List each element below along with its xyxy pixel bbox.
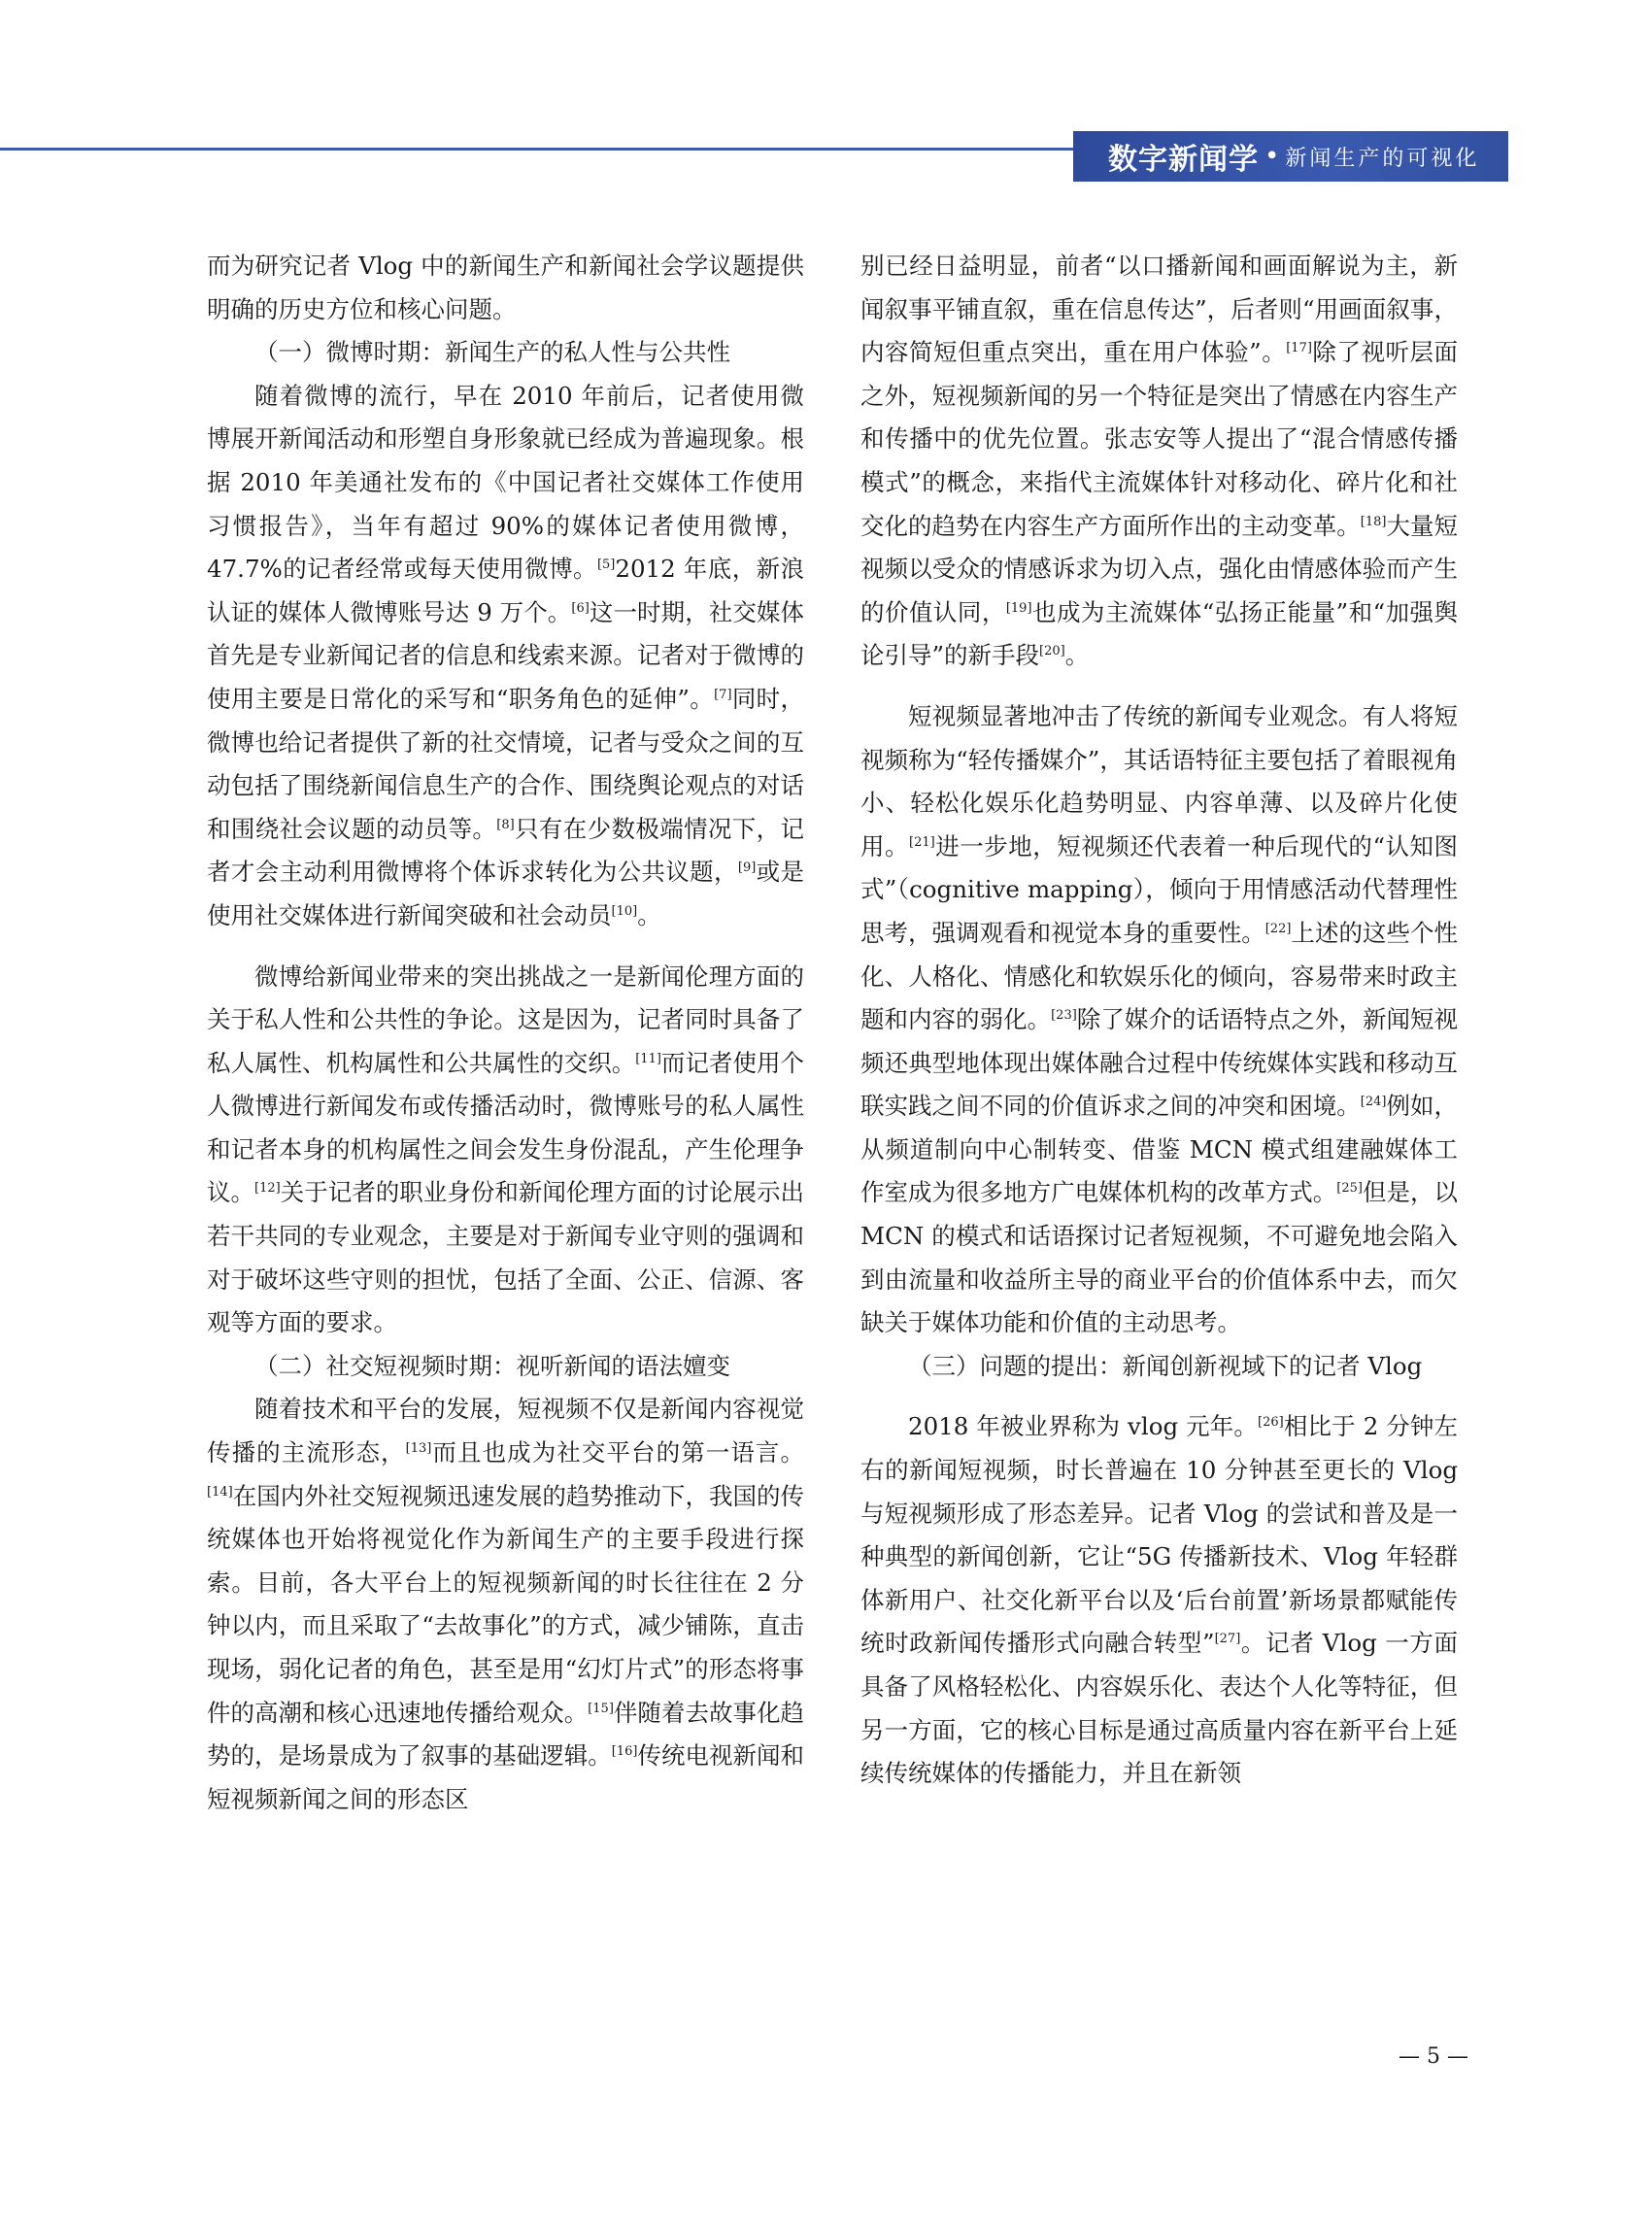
citation-marker: [18] bbox=[1360, 514, 1387, 529]
citation-marker: [26] bbox=[1258, 1415, 1284, 1431]
body-paragraph: 随着微博的流行，早在 2010 年前后，记者使用微博展开新闻活动和形塑自身形象就已经成为普遍现象。根据 2010 年美通社发布的《中国记者社交媒体工作使用习惯报告》，当年有超过 90%的媒体记者使用微博，47.7%的记者经常或每天使用微博。[5]2012 年底，新浪认证的媒体人微博账号达 9 万个。[6]这一时期，社交媒体首先是专业新闻记者的信息和线索来源。记者对于微博的使用主要是日常化的采写和“职务角色的延伸”。[7]同时，微博也给记者提供了新的社交情境，记者与受众之间的互动包括了围绕新闻信息生产的合作、围绕舆论观点的对话和围绕社会议题的动员等。[8]只有在少数极端情况下，记者才会主动利用微博将个体诉求转化为公共议题，[9]或是使用社交媒体进行新闻突破和社会动员[10]。 bbox=[207, 381, 805, 929]
citation-marker: [19] bbox=[1005, 600, 1032, 616]
citation-marker: [21] bbox=[909, 834, 935, 850]
header-rule bbox=[0, 148, 1078, 151]
body-paragraph: 别已经日益明显，前者“以口播新闻和画面解说为主，新闻叙事平铺直叙，重在信息传达”，后者则“用画面叙事，内容简短但重点突出，重在用户体验”。[17]除了视听层面之外，短视频新闻的另一个特征是突出了情感在内容生产和传播中的优先位置。张志安等人提出了“混合情感传播模式”的概念，来指代主流媒体针对移动化、碎片化和社交化的趋势在内容生产方面所作出的主动变革。[18]大量短视频以受众的情感诉求为切入点，强化由情感体验而产生的价值认同，[19]也成为主流媒体“弘扬正能量”和“加强舆论引导”的新手段[20]。 bbox=[860, 252, 1459, 670]
citation-marker: [23] bbox=[1051, 1007, 1077, 1023]
body-paragraph: 2018 年被业界称为 vlog 元年。[26]相比于 2 分钟左右的新闻短视频，时长普遍在 10 分钟甚至更长的 Vlog 与短视频形成了形态差异。记者 Vlog 的尝试和普及是一种典型的新闻创新，它让“5G 传播新技术、Vlog 年轻群体新用户、社交化新平台以及‘后台前置’新场景都赋能传统时政新闻传播形式向融合转型”[27]。记者 Vlog 一方面具备了风格轻松化、内容娱乐化、表达个人化等特征，但另一方面，它的核心目标是通过高质量内容在新平台上延续传统媒体的传播能力，并且在新领 bbox=[860, 1412, 1458, 1788]
citation-marker: [13] bbox=[405, 1440, 432, 1456]
page-number: — 5 — bbox=[1399, 2044, 1468, 2069]
citation-marker: [7] bbox=[714, 687, 732, 702]
citation-marker: [25] bbox=[1336, 1181, 1363, 1197]
citation-marker: [14] bbox=[207, 1484, 233, 1500]
citation-marker: [16] bbox=[611, 1744, 638, 1760]
body-paragraph: 微博给新闻业带来的突出挑战之一是新闻伦理方面的关于私人性和公共性的争论。这是因为，记者同时具备了私人属性、机构属性和公共属性的交织。[11]而记者使用个人微博进行新闻发布或传播活动时，微博账号的私人属性和记者本身的机构属性之间会发生身份混乱，产生伦理争议。[12]关于记者的职业身份和新闻伦理方面的讨论展示出若干共同的专业观念，主要是对于新闻专业守则的强调和对于破坏这些守则的担忧，包括了全面、公正、信源、客观等方面的要求。 bbox=[207, 961, 805, 1337]
section-heading: （一）微博时期：新闻生产的私人性与公共性 bbox=[254, 338, 730, 367]
citation-marker: [17] bbox=[1286, 341, 1312, 356]
citation-marker: [8] bbox=[496, 817, 515, 832]
body-paragraph: 短视频显著地冲击了传统的新闻专业观念。有人将短视频称为“轻传播媒介”，其话语特征主要包括了着眼视角小、轻松化娱乐化趋势明显、内容单薄、以及碎片化使用。[21]进一步地，短视频还代表着一种后现代的“认知图式”（cognitive mapping），倾向于用情感活动代替理性思考，强调观看和视觉本身的重要性。[22]上述的这些个性化、人格化、情感化和软娱乐化的倾向，容易带来时政主题和内容的弱化。[23]除了媒介的话语特点之外，新闻短视频还典型地体现出媒体融合过程中传统媒体实践和移动互联实践之间不同的价值诉求之间的冲突和困境。[24]例如，从频道制向中心制转变、借鉴 MCN 模式组建融媒体工作室成为很多地方广电媒体机构的改革方式。[25]但是，以 MCN 的模式和话语探讨记者短视频，不可避免地会陷入到由流量和收益所主导的商业平台的价值体系中去，而欠缺关于媒体功能和价值的主动思考。 bbox=[860, 701, 1459, 1337]
body-paragraph: 而为研究记者 Vlog 中的新闻生产和新闻社会学议题提供明确的历史方位和核心问题。 bbox=[207, 252, 804, 323]
journal-name: 数字新闻学 bbox=[1108, 143, 1259, 177]
header-separator: • bbox=[1264, 142, 1280, 171]
citation-marker: [27] bbox=[1214, 1632, 1241, 1647]
right-column bbox=[860, 245, 1458, 1796]
left-column bbox=[207, 245, 804, 1821]
citation-marker: [5] bbox=[596, 557, 616, 572]
citation-marker: [20] bbox=[1039, 644, 1065, 659]
running-header bbox=[1073, 131, 1508, 182]
citation-marker: [11] bbox=[635, 1051, 661, 1066]
citation-marker: [10] bbox=[611, 903, 638, 919]
citation-marker: [22] bbox=[1264, 921, 1292, 936]
section-heading: （三）问题的提出：新闻创新视域下的记者 Vlog bbox=[908, 1351, 1423, 1380]
citation-marker: [6] bbox=[571, 600, 590, 616]
section-title: 新闻生产的可视化 bbox=[1285, 146, 1480, 171]
citation-marker: [12] bbox=[254, 1181, 281, 1197]
citation-marker: [24] bbox=[1360, 1095, 1387, 1110]
body-paragraph: 随着技术和平台的发展，短视频不仅是新闻内容视觉传播的主流形态，[13]而且也成为社交平台的第一语言。[14]在国内外社交短视频迅速发展的趋势推动下，我国的传统媒体也开始将视觉化作为新闻生产的主要手段进行探索。目前，各大平台上的短视频新闻的时长往往在 2 分钟以内，而且采取了“去故事化”的方式，减少铺陈，直击现场，弱化记者的角色，甚至是用“幻灯片式”的形态将事件的高潮和核心迅速地传播给观众。[15]伴随着去故事化趋势的，是场景成为了叙事的基础逻辑。[16]传统电视新闻和短视频新闻之间的形态区 bbox=[207, 1395, 805, 1813]
citation-marker: [15] bbox=[588, 1701, 614, 1716]
citation-marker: [9] bbox=[737, 860, 757, 876]
section-heading: （二）社交短视频时期：视听新闻的语法嬗变 bbox=[254, 1351, 730, 1380]
